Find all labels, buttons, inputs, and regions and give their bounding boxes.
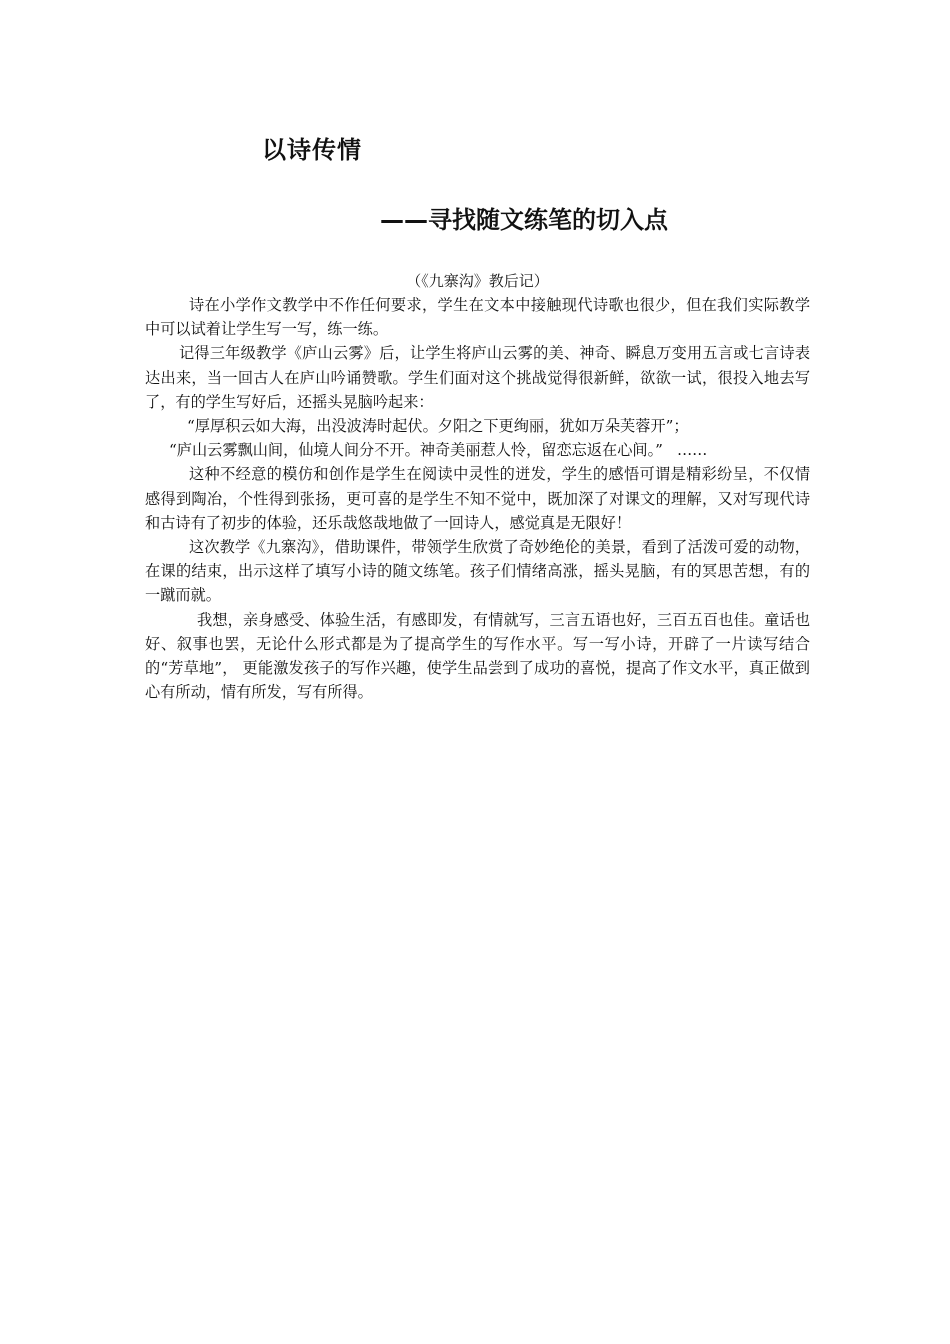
document-title: 以诗传情	[262, 136, 362, 164]
paragraph-4: 这次教学《九寨沟》，借助课件，带领学生欣赏了奇妙绝伦的美景，看到了活泼可爱的动物，在课的结束，出示这样了填写小诗的随文练笔。孩子们情绪高涨，摇头晃脑，有的冥思苦想，有的一蹴而就。	[145, 538, 810, 605]
document-body	[145, 293, 810, 704]
paragraph-1: 诗在小学作文教学中不作任何要求，学生在文本中接触现代诗歌也很少，但在我们实际教学中可以试着让学生写一写，练一练。	[145, 296, 810, 339]
document-note: （《九寨沟》教后记）	[406, 272, 549, 290]
quote-ellipsis: ……	[676, 441, 708, 460]
paragraph-3: 这种不经意的模仿和创作是学生在阅读中灵性的迸发，学生的感悟可谓是精彩纷呈，不仅情感得到陶冶，个性得到张扬，更可喜的是学生不知不觉中，既加深了对课文的理解，又对写现代诗和古诗有了初步的体验，还乐哉悠哉地做了一回诗人，感觉真是无限好！	[145, 465, 810, 532]
poem-quote-2-line	[145, 438, 810, 462]
paragraph-2: 记得三年级教学《庐山云雾》后，让学生将庐山云雾的美、神奇、瞬息万变用五言或七言诗表达出来，当一回古人在庐山吟诵赞歌。学生们面对这个挑战觉得很新鲜，欲欲一试，很投入地去写了，有的学生写好后，还摇头晃脑吟起来：	[145, 344, 810, 411]
paragraph-5: 我想，亲身感受、体验生活，有感即发，有情就写，三言五语也好，三百五百也佳。童话也好、叙事也罢，无论什么形式都是为了提高学生的写作水平。写一写小诗，开辟了一片读写结合的“芳草地”， 更能激发孩子的写作兴趣，使学生品尝到了成功的喜悦，提高了作文水平，真正做到心有所动，情有所发，写有所得。	[145, 610, 810, 702]
poem-quote-2: “庐山云雾飘山间，仙境人间分不开。神奇美丽惹人怜，留恋忘返在心间。”	[169, 441, 663, 460]
document-subtitle: ——寻找随文练笔的切入点	[380, 206, 668, 234]
poem-quote-1: “厚厚积云如大海，出没波涛时起伏。夕阳之下更绚丽，犹如万朵芙蓉开”；	[187, 417, 689, 436]
